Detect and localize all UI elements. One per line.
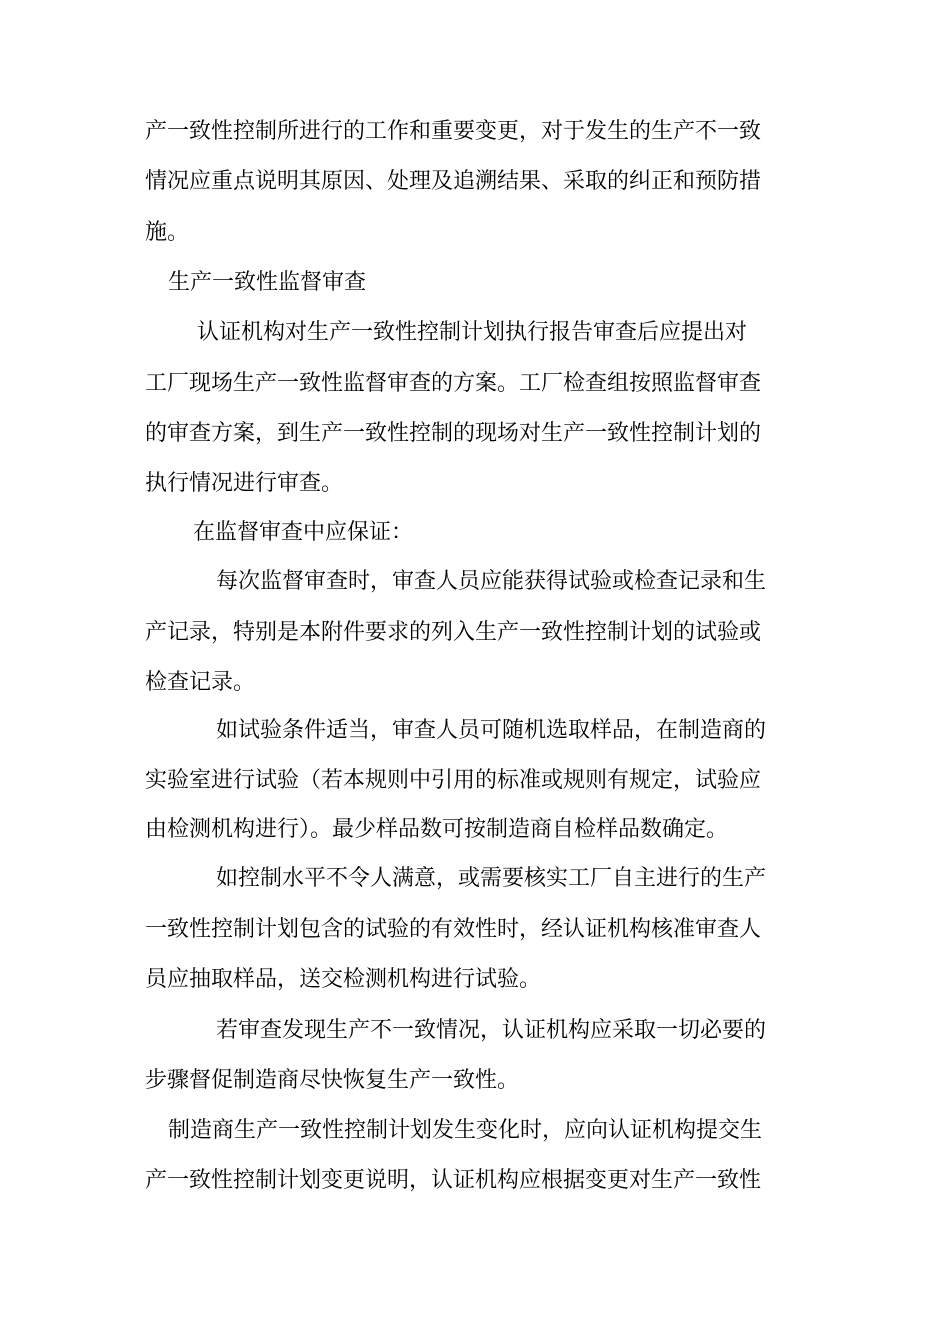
text-line: 工厂现场生产一致性监督审查的方案。工厂检查组按照监督审查 <box>145 371 762 396</box>
text-line: 如控制水平不令人满意，或需要核实工厂自主进行的生产 <box>216 866 767 891</box>
text-line: 施。 <box>145 220 190 245</box>
text-line: 一致性控制计划包含的试验的有效性时，经认证机构核准审查人 <box>145 917 762 942</box>
text-line: 员应抽取样品，送交检测机构进行试验。 <box>145 967 542 992</box>
text-line: 若审查发现生产不一致情况，认证机构应采取一切必要的 <box>216 1018 767 1043</box>
section-heading: 生产一致性监督审查 <box>168 270 367 295</box>
text-line: 认证机构对生产一致性控制计划执行报告审查后应提出对 <box>197 320 748 345</box>
text-line: 由检测机构进行）。最少样品数可按制造商自检样品数确定。 <box>145 817 729 842</box>
text-line: 每次监督审查时，审查人员应能获得试验或检查记录和生 <box>216 569 767 594</box>
text-line: 在监督审查中应保证： <box>193 520 414 545</box>
text-line: 产记录，特别是本附件要求的列入生产一致性控制计划的试验或 <box>145 620 762 645</box>
text-line: 实验室进行试验（若本规则中引用的标准或规则有规定，试验应 <box>145 768 762 793</box>
text-line: 产一致性控制所进行的工作和重要变更，对于发生的生产不一致 <box>145 119 762 144</box>
text-line: 检查记录。 <box>145 670 256 695</box>
text-line: 的审查方案，到生产一致性控制的现场对生产一致性控制计划的 <box>145 421 762 446</box>
text-line: 产一致性控制计划变更说明，认证机构应根据变更对生产一致性 <box>145 1168 762 1193</box>
text-line: 制造商生产一致性控制计划发生变化时，应向认证机构提交生 <box>168 1118 763 1143</box>
text-line: 情况应重点说明其原因、处理及追溯结果、采取的纠正和预防措 <box>145 169 762 194</box>
text-line: 执行情况进行审查。 <box>145 471 344 496</box>
text-line: 步骤督促制造商尽快恢复生产一致性。 <box>145 1068 520 1093</box>
text-line: 如试验条件适当，审查人员可随机选取样品，在制造商的 <box>216 718 767 743</box>
